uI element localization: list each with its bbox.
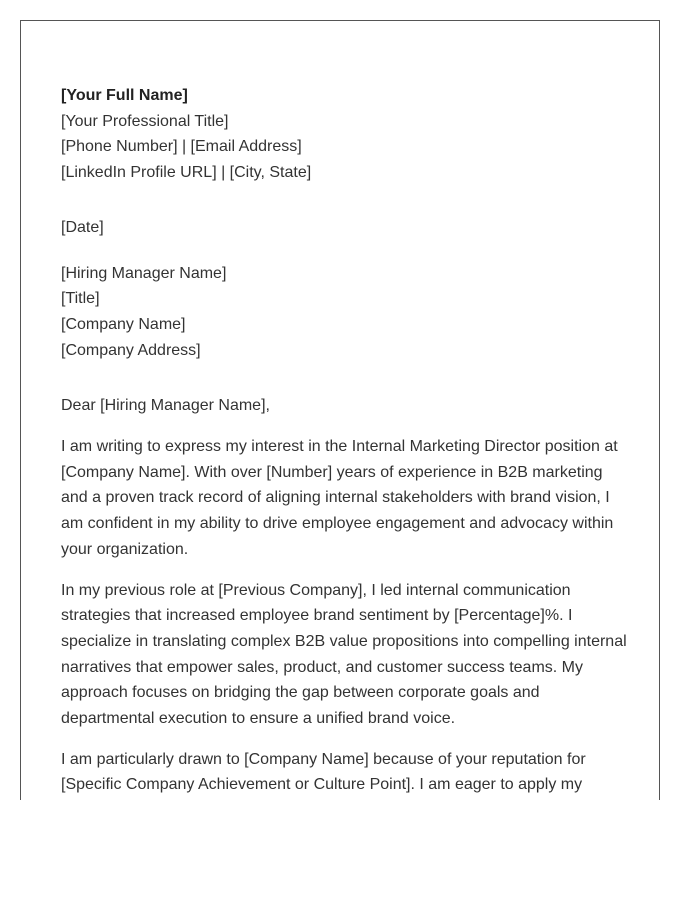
recipient-block xyxy=(61,261,631,364)
sender-contact: [Phone Number] | [Email Address] xyxy=(61,138,302,156)
sender-title: [Your Professional Title] xyxy=(61,112,229,130)
recipient-address: [Company Address] xyxy=(61,341,201,359)
recipient-company: [Company Name] xyxy=(61,315,186,333)
letter-content xyxy=(61,83,631,798)
body-paragraph-2: In my previous role at [Previous Company], I led internal communication strategies that increased employee brand sentiment by [Percentage]%. I specialize in translating complex B2B value propositions into compelling internal narratives that empower sales, product, and customer success teams. My approach focuses on bridging the gap between corporate goals and departmental execution to ensure a unified brand voice. xyxy=(61,581,627,728)
salutation: Dear [Hiring Manager Name], xyxy=(61,397,270,415)
recipient-name: [Hiring Manager Name] xyxy=(61,264,227,282)
body-paragraph-3: I am particularly drawn to [Company Name] because of your reputation for [Specific Company Achievement or Culture Point]. I am eager to apply my xyxy=(61,750,586,794)
body-paragraph-1: I am writing to express my interest in the Internal Marketing Director position at [Company Name]. With over [Number] years of experience in B2B marketing and a proven track record of aligning internal stakeholders with brand vision, I am confident in my ability to drive employee engagement and advocacy within your organization. xyxy=(61,438,618,558)
recipient-title: [Title] xyxy=(61,290,100,308)
sender-links: [LinkedIn Profile URL] | [City, State] xyxy=(61,164,312,182)
letter-date: [Date] xyxy=(61,218,104,236)
letter-page xyxy=(20,20,660,800)
sender-name: [Your Full Name] xyxy=(61,87,188,104)
sender-block xyxy=(61,83,631,186)
